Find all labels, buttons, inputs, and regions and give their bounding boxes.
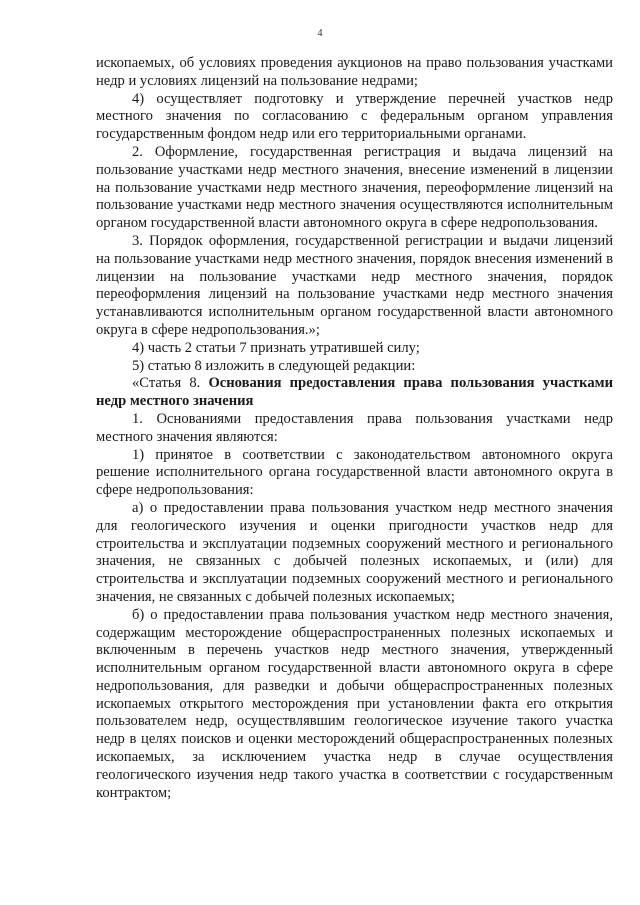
paragraph-point-3: 3. Порядок оформления, государственной регистрации и выдачи лицензий на пользование участками недр местного значения, порядок внесения изменений в лицензии на пользование участками недр местного значения, порядок переоформления лицензий на пользование участками недр местного значения устанавливаются исполнительным органом государственной власти автономного округа в сфере недропользования.»;: [96, 232, 613, 338]
paragraph-amendment-5: 5) статью 8 изложить в следующей редакции:: [132, 357, 416, 374]
paragraph-subpoint-a: а) о предоставлении права пользования участком недр местного значения для геологического изучения и оценки пригодности участков недр для строительства и эксплуатации подземных сооружений местного и регионального значения, не связанных с добычей полезных ископаемых, и (или) для строительства и эксплуатации подземных сооружений местного и регионального значения, не связанных с добычей полезных ископаемых;: [96, 499, 613, 605]
article-prefix: «Статья 8.: [132, 375, 201, 392]
paragraph-subpoint-b: б) о предоставлении права пользования участком недр местного значения, содержащим месторождение общераспространенных полезных ископаемых и включенным в перечень участков недр местного значения, утвержденный исполнительным органом государственной власти автономного округа в сфере недропользования, для разведки и добычи общераспространенных полезных ископаемых открытого месторождения при установлении факта его открытия пользователем недр, осуществлявшим геологическое изучение такого участка недр в целях поисков и оценки месторождений общераспространенных полезных ископаемых, за исключением участка недр в случае осуществления геологического изучения недр такого участка в соответствии с государственным контрактом;: [96, 606, 613, 801]
document-body: [96, 55, 613, 802]
article-heading: [96, 375, 613, 411]
article-title: Основания предоставления права пользования участками недр местного значения: [96, 375, 613, 410]
paragraph-subpoint-1: 1) принятое в соответствии с законодательством автономного округа решение исполнительного органа государственной власти автономного округа в сфере недропользования:: [96, 446, 613, 499]
paragraph-article-point-1: 1. Основаниями предоставления права пользования участками недр местного значения являются:: [96, 410, 613, 445]
page-number: 4: [317, 28, 323, 39]
paragraph-amendment-4: 4) часть 2 статьи 7 признать утратившей силу;: [132, 339, 420, 356]
paragraph-continuation: ископаемых, об условиях проведения аукционов на право пользования участками недр и условиях лицензий на пользование недрами;: [96, 55, 613, 89]
paragraph-item-4: 4) осуществляет подготовку и утверждение перечней участков недр местного значения по согласованию с федеральным органом управления государственным фондом недр или его территориальными органами.: [96, 90, 613, 143]
paragraph-point-2: 2. Оформление, государственная регистрация и выдача лицензий на пользование участками недр местного значения, внесение изменений в лицензии на пользование участками недр местного значения, переоформление лицензий на пользование участками недр местного значения осуществляются исполнительным органом государственной власти автономного округа в сфере недропользования.: [96, 143, 613, 232]
